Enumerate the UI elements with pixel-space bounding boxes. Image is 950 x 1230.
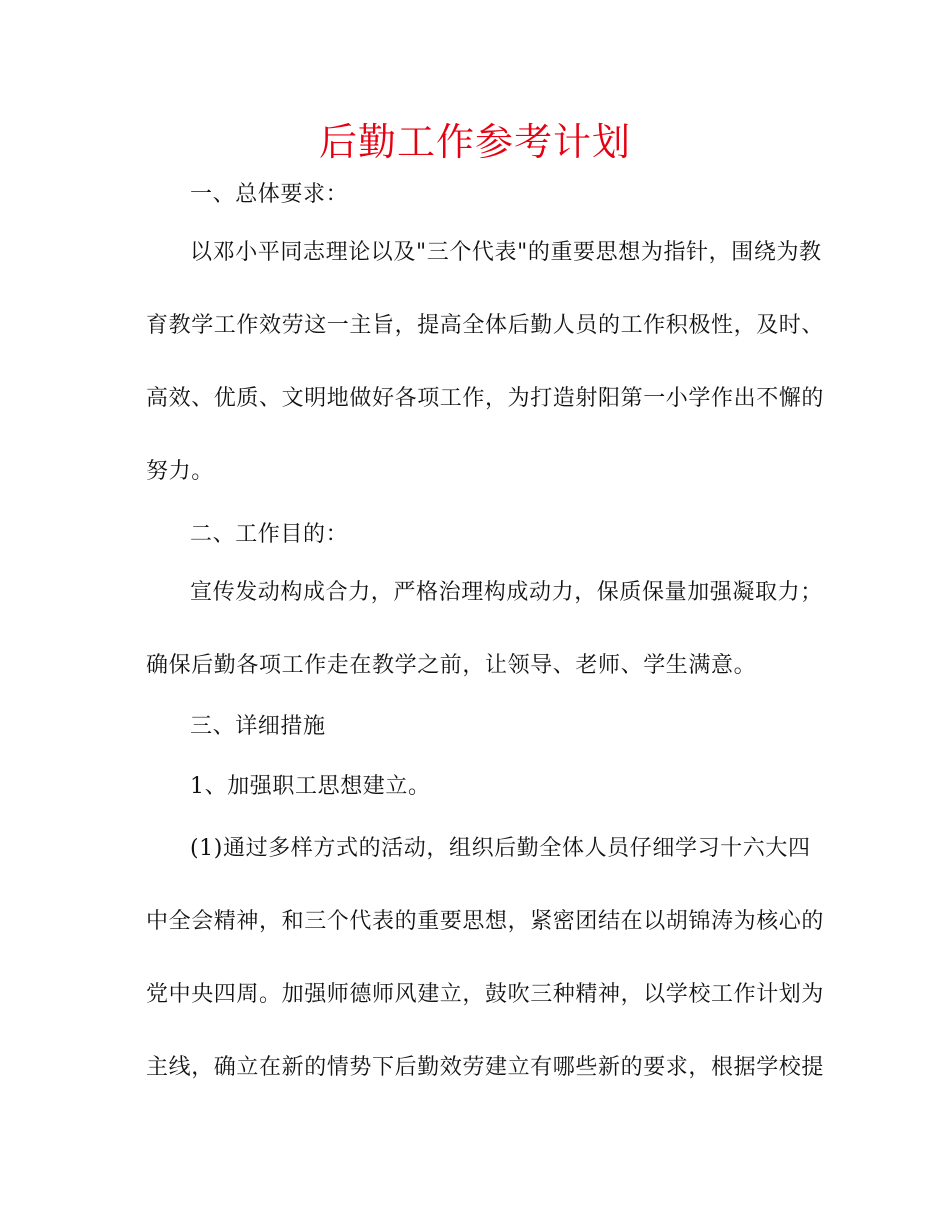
paragraph-line: 主线，确立在新的情势下后勤效劳建立有哪些新的要求，根据学校提: [146, 1055, 825, 1080]
section-heading-detailed-measures: 三、详细措施: [190, 714, 326, 739]
section-heading-overall-requirements: 一、总体要求：: [190, 182, 349, 207]
paragraph-line: 育教学工作效劳这一主旨，提高全体后勤人员的工作积极性，及时、: [146, 313, 825, 338]
paragraph-line: 高效、优质、文明地做好各项工作，为打造射阳第一小学作出不懈的: [146, 386, 825, 411]
subheading-staff-ideology: 1、加强职工思想建立。: [190, 774, 431, 799]
paragraph-line: 确保后勤各项工作走在教学之前，让领导、老师、学生满意。: [146, 653, 757, 678]
paragraph-line: 宣传发动构成合力，严格治理构成动力，保质保量加强凝取力；: [190, 580, 823, 605]
paragraph-line: 中全会精神，和三个代表的重要思想，紧密团结在以胡锦涛为核心的: [146, 909, 825, 934]
document-title: 后勤工作参考计划: [318, 120, 631, 164]
paragraph-line: 以邓小平同志理论以及"三个代表"的重要思想为指针，围绕为教: [190, 240, 822, 265]
section-heading-work-goals: 二、工作目的：: [190, 522, 349, 547]
paragraph-line: 努力。: [146, 459, 214, 484]
paragraph-line: 党中央四周。加强师德师风建立，鼓吹三种精神，以学校工作计划为: [146, 982, 825, 1007]
paragraph-line: (1)通过多样方式的活动，组织后勤全体人员仔细学习十六大四: [190, 836, 811, 861]
